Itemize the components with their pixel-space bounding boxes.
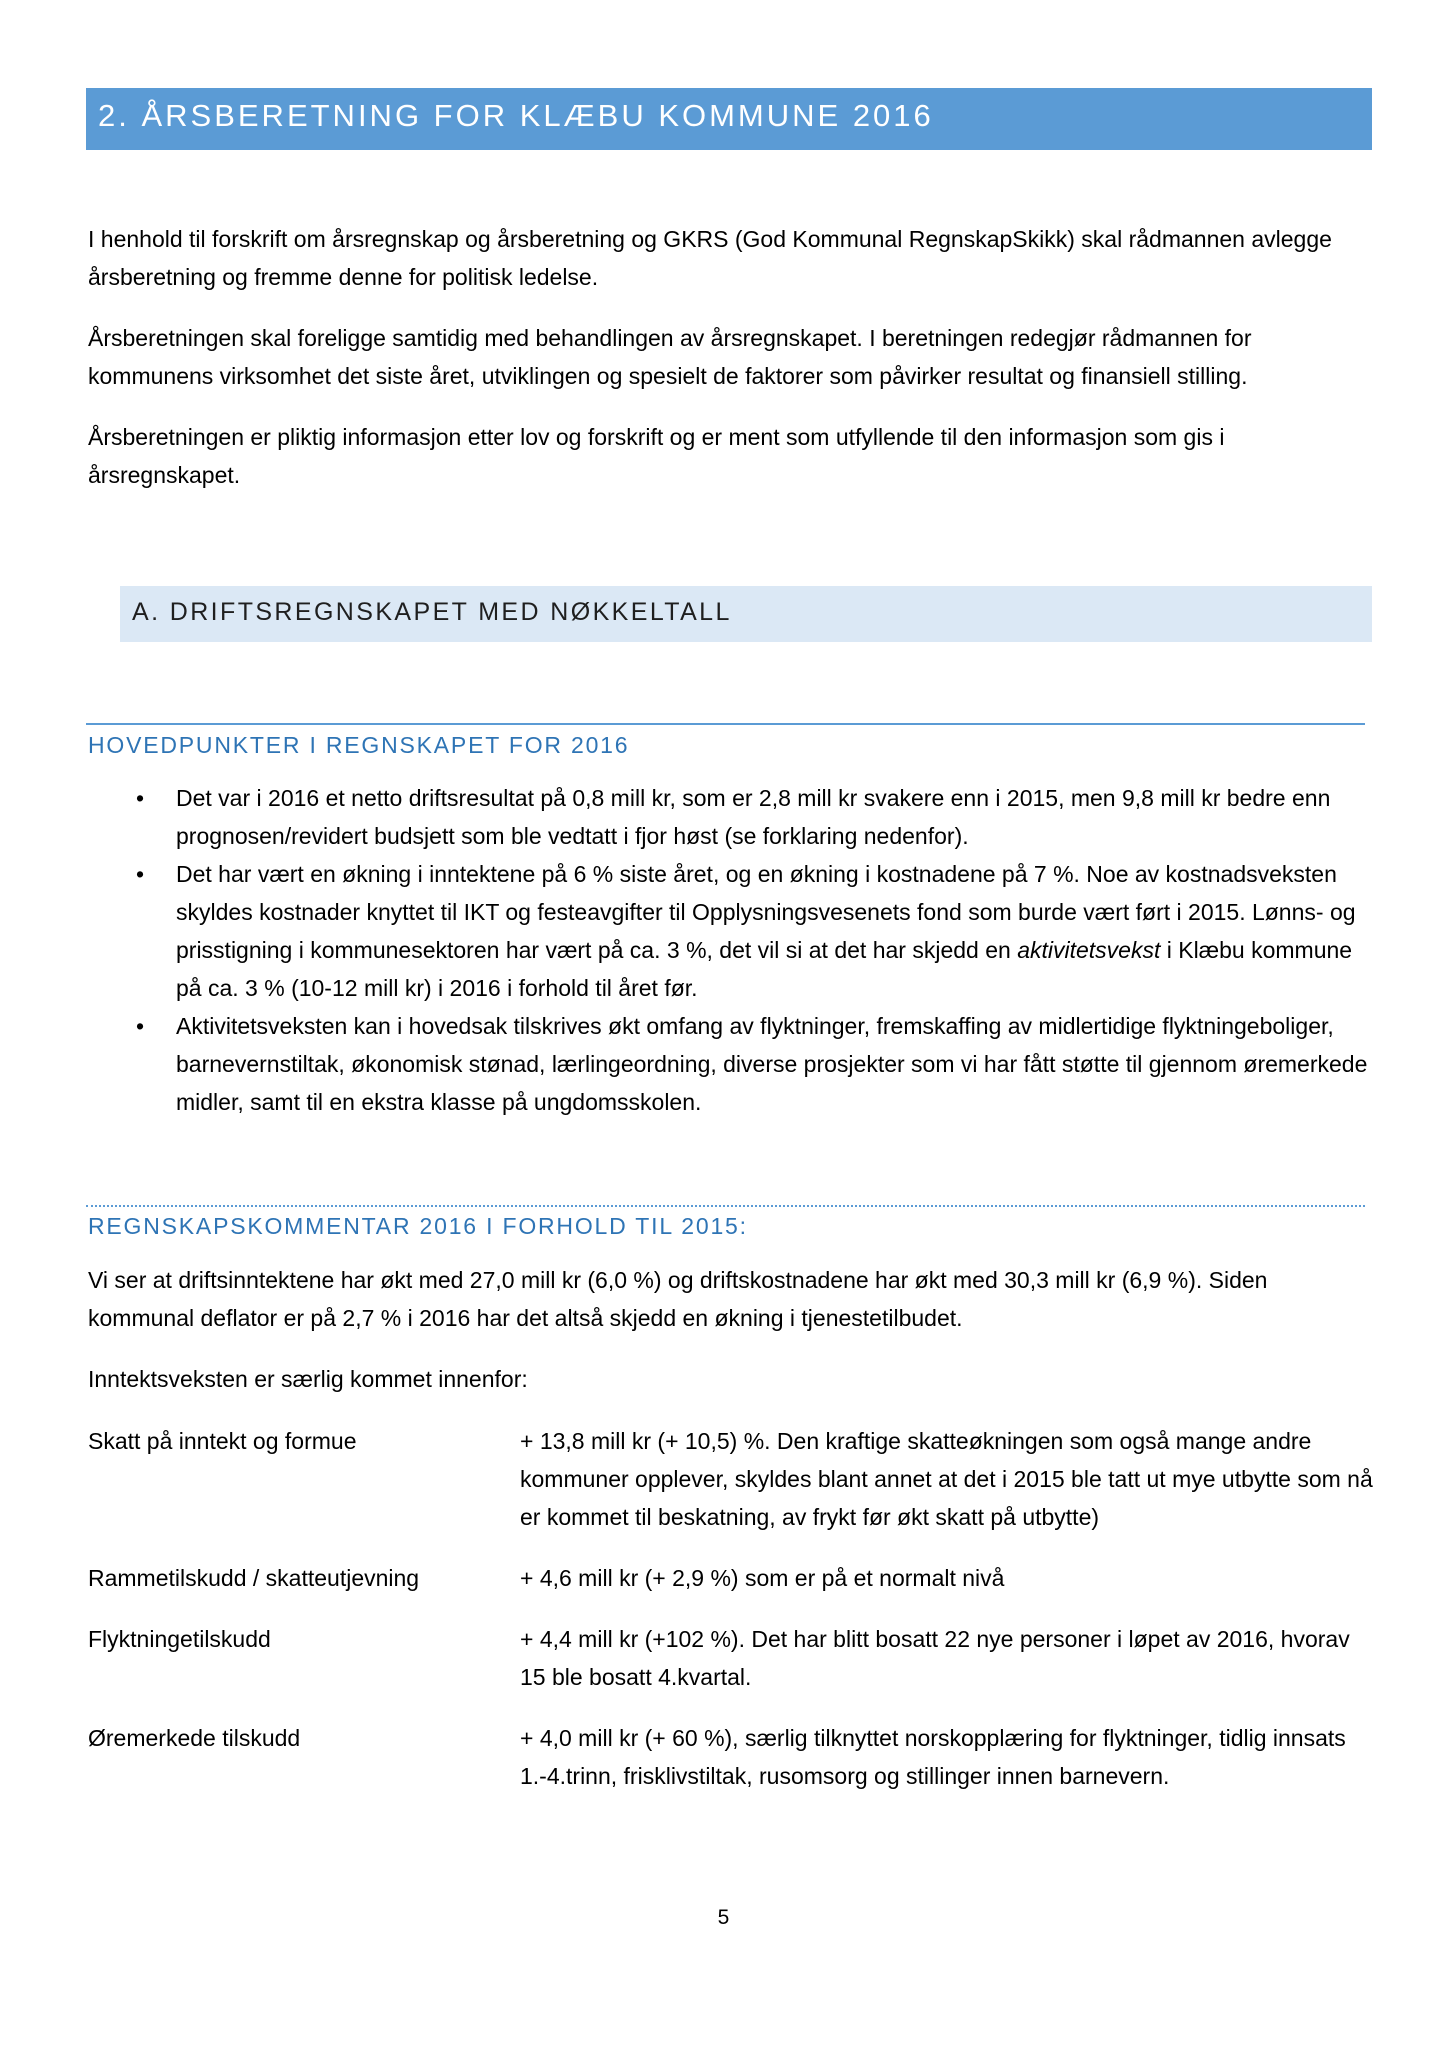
income-row <box>88 1719 1378 1795</box>
bullet-icon: • <box>135 785 145 811</box>
section1-divider <box>86 723 1365 725</box>
income-description: + 4,6 mill kr (+ 2,9 %) som er på et normalt nivå <box>520 1565 1005 1591</box>
chapter-heading-bar <box>86 88 1372 150</box>
income-label: Skatt på inntekt og formue <box>88 1428 357 1454</box>
emphasis-text: aktivitetsvekst <box>1017 937 1161 963</box>
income-row <box>88 1620 1378 1696</box>
income-description: + 4,4 mill kr (+102 %). Det har blitt bosatt 22 nye personer i løpet av 2016, hvorav 15 ble bosatt 4.kvartal. <box>520 1626 1350 1690</box>
chapter-heading: 2. ÅRSBERETNING FOR KLÆBU KOMMUNE 2016 <box>98 98 934 133</box>
list-item <box>88 1007 1378 1121</box>
intro-paragraph-3: Årsberetningen er pliktig informasjon etter lov og forskrift og er ment som utfyllende til den informasjon som gis i årsregnskapet. <box>88 424 1225 488</box>
list-item-text-part: Det har vært en økning i inntektene på 6 % siste året, og en økning i kostnadene på 7 %. Noe av kostnadsveksten skyldes kostnader knyttet til IKT og festeavgifter til Opplysningsvesenets fond som burde vært ført i 2015. Lønns- og prisstigning i kommunesektoren har vært på ca. 3 %, det vil si at det har skjedd en <box>176 861 1356 963</box>
section2-divider <box>86 1205 1365 1207</box>
list-item <box>88 855 1378 1007</box>
section1-title: HOVEDPUNKTER I REGNSKAPET FOR 2016 <box>88 732 630 758</box>
section2-title: REGNSKAPSKOMMENTAR 2016 I FORHOLD TIL 2015: <box>88 1213 748 1239</box>
intro-paragraph-1: I henhold til forskrift om årsregnskap og årsberetning og GKRS (God Kommunal RegnskapSkikk) skal rådmannen avlegge årsberetning og fremme denne for politisk ledelse. <box>88 226 1332 290</box>
highlights-list <box>88 779 1378 1121</box>
list-item-text: Det var i 2016 et netto driftsresultat på 0,8 mill kr, som er 2,8 mill kr svakere enn i 2015, men 9,8 mill kr bedre enn prognosen/revidert budsjett som ble vedtatt i fjor høst (se forklaring nedenfor). <box>176 785 1331 849</box>
income-row <box>88 1422 1378 1536</box>
list-item-text-part: i Klæbu kommune på ca. 3 % (10-12 mill kr) i 2016 i forhold til året før. <box>176 937 1353 1001</box>
intro-paragraph-2: Årsberetningen skal foreligge samtidig med behandlingen av årsregnskapet. I beretningen redegjør rådmannen for kommunens virksomhet det siste året, utviklingen og spesielt de faktorer som påvirker resultat og finansiell stilling. <box>88 325 1252 389</box>
list-item-text: Aktivitetsveksten kan i hovedsak tilskrives økt omfang av flyktninger, fremskaffing av midlertidige flyktningeboliger, barnevernstiltak, økonomisk stønad, lærlingeordning, diverse prosjekter som vi har fått støtte til gjennom øremerkede midler, samt til en ekstra klasse på ungdomsskolen. <box>176 1013 1368 1115</box>
section-heading-bar <box>120 586 1372 642</box>
list-item-text <box>176 861 1356 1001</box>
income-row <box>88 1559 1378 1597</box>
list-item <box>88 779 1378 855</box>
income-label: Flyktningetilskudd <box>88 1626 271 1652</box>
section-heading: A. DRIFTSREGNSKAPET MED NØKKELTALL <box>132 598 732 626</box>
income-label: Rammetilskudd / skatteutjevning <box>88 1565 420 1591</box>
page-number: 5 <box>717 1906 730 1929</box>
income-lead-in: Inntektsveksten er særlig kommet innenfor: <box>88 1366 528 1392</box>
income-label: Øremerkede tilskudd <box>88 1725 301 1751</box>
income-description: + 13,8 mill kr (+ 10,5) %. Den kraftige skatteøkningen som også mange andre kommuner opplever, skyldes blant annet at det i 2015 ble tatt ut mye utbytte som nå er kommet til beskatning, av frykt før økt skatt på utbytte) <box>520 1428 1373 1530</box>
income-growth-list <box>88 1422 1378 1818</box>
income-description: + 4,0 mill kr (+ 60 %), særlig tilknyttet norskopplæring for flyktninger, tidlig innsats 1.-4.trinn, frisklivstiltak, rusomsorg og stillinger innen barnevern. <box>520 1725 1346 1789</box>
bullet-icon: • <box>135 1013 145 1039</box>
commentary-paragraph: Vi ser at driftsinntektene har økt med 27,0 mill kr (6,0 %) og driftskostnadene har økt med 30,3 mill kr (6,9 %). Siden kommunal deflator er på 2,7 % i 2016 har det altså skjedd en økning i tjenestetilbudet. <box>88 1267 1268 1331</box>
bullet-icon: • <box>135 861 145 887</box>
